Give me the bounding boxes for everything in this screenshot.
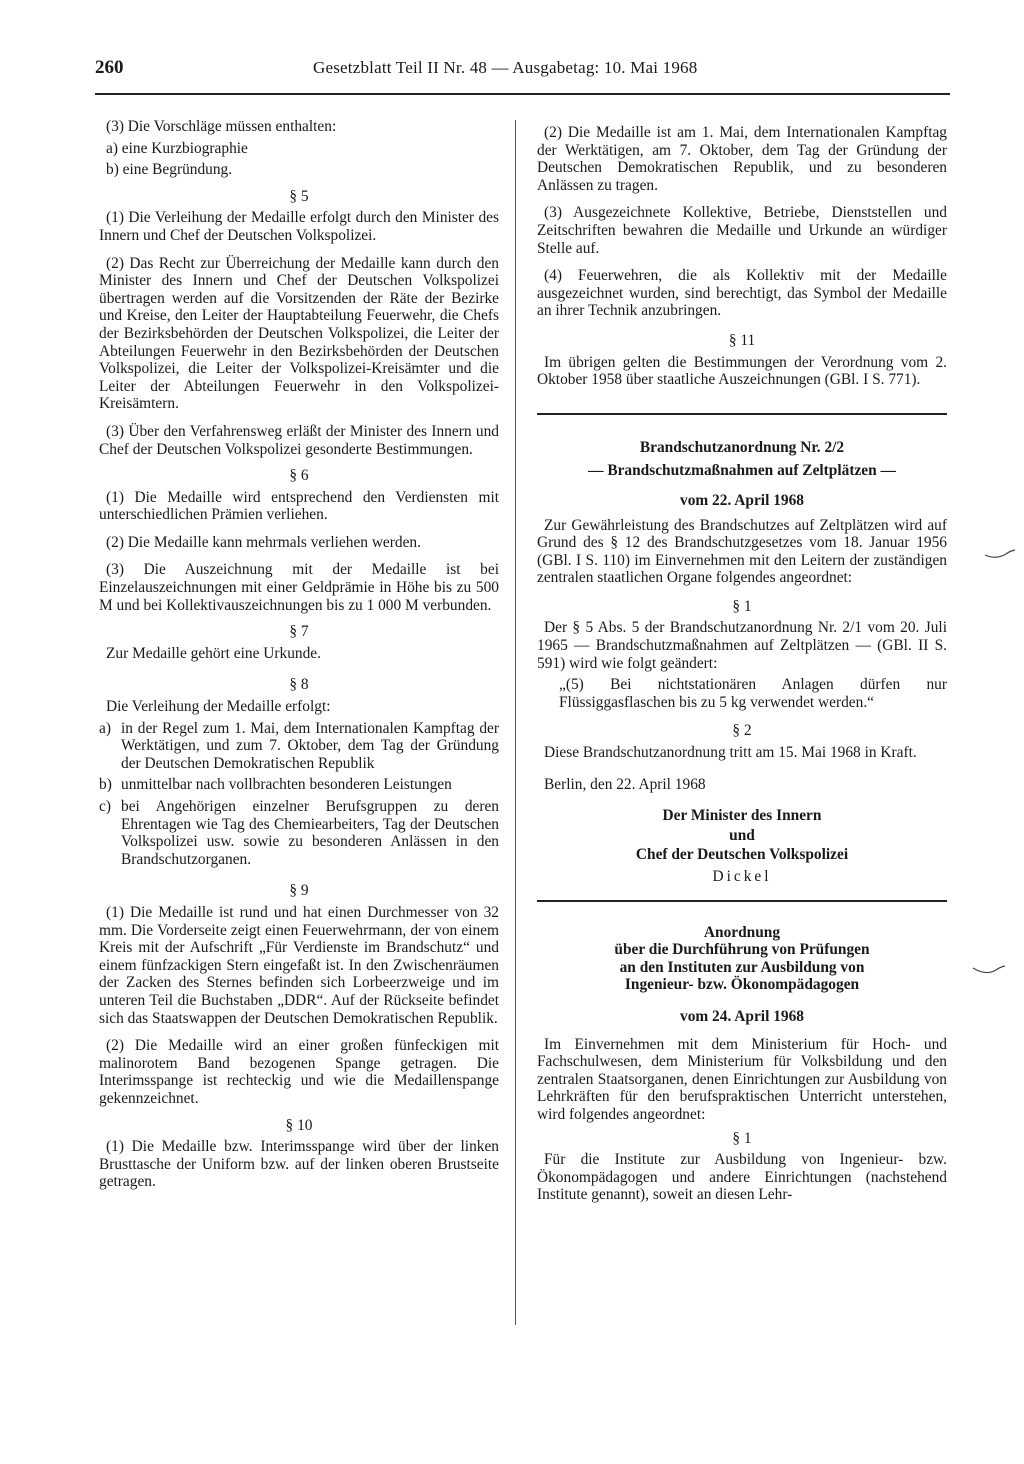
- list-item-b: b) eine Begründung.: [106, 161, 233, 179]
- bsa-signature-line-1: Der Minister des Innern: [662, 807, 822, 825]
- list-item: [99, 798, 499, 868]
- page-number: 260: [95, 57, 124, 78]
- section-heading-11: § 11: [728, 331, 756, 349]
- section-6-para-1: (1) Die Medaille wird entsprechend den Verdiensten mit unterschiedlichen Prämien verliehen.: [99, 488, 499, 524]
- list-item-label: c): [99, 798, 111, 815]
- section-6-para-3: (3) Die Auszeichnung mit der Medaille ist bei Einzelauszeichnungen mit einer Geldprämie in Höhe bis zu 500 M und bei Kollektivauszeichnungen bis zu 1 000 M verbunden.: [99, 561, 499, 614]
- section-9-para-2: (2) Die Medaille wird an einer großen fünfeckigen mit malinorotem Band bezogenen Spange getragen. Die Interimsspange ist rechteckig und wie die Medaillenspange gekennzeichnet.: [99, 1037, 499, 1107]
- section-9-para-1: (1) Die Medaille ist rund und hat einen Durchmesser von 32 mm. Die Vorderseite zeigt einen Feuerwehrmann, der von einem Kreis mit der Aufschrift „Für Verdienste im Brandschutz“ und einem fünfzackigen Stern eingefaßt ist. In den Zwischenräumen der Zacken des Sternes befinden sich Lorbeerzweige und im unteren Teil die Buchstaben „DDR“. Auf der Rückseite befindet sich das Staatswappen der Deutschen Demokratischen Republik.: [99, 903, 499, 1027]
- left-column: [99, 118, 499, 1191]
- anordnung-section-heading-1: § 1: [732, 1129, 752, 1147]
- page-header: [95, 57, 950, 97]
- section-heading-7: § 7: [289, 623, 309, 641]
- bsa-subtitle: — Brandschutzmaßnahmen auf Zeltplätzen —: [588, 462, 896, 480]
- list-item: [99, 720, 499, 773]
- anordnung-section-1-text: Für die Institute zur Ausbildung von Ingenieur- bzw. Ökonompädagogen und andere Einrichtungen (nachstehend Institute genannt), soweit an diesen Lehr-: [537, 1151, 947, 1204]
- section-10-para-2: (2) Die Medaille ist am 1. Mai, dem Internationalen Kampftag der Werktätigen, am 7. Oktober, dem Tag der Gründung der Deutschen Demokratischen Republik, und zu besonderen Anlässen zu tragen.: [537, 124, 947, 194]
- section-rule: [537, 413, 947, 415]
- header-rule: [95, 93, 950, 95]
- margin-mark: [972, 962, 1006, 976]
- bsa-intro: Zur Gewährleistung des Brandschutzes auf Zeltplätzen wird auf Grund des § 12 des Brandschutzgesetzes vom 18. Januar 1956 (GBl. I S. 110) im Einvernehmen mit den Leitern der zuständigen zentralen staatlichen Organe folgendes angeordnet:: [537, 516, 947, 587]
- section-heading-8: § 8: [289, 676, 309, 694]
- bsa-signature-line-3: Chef der Deutschen Volkspolizei: [635, 846, 849, 864]
- list-item-text: unmittelbar nach vollbrachten besonderen Leistungen: [121, 776, 452, 794]
- list-item-a: a) eine Kurzbiographie: [106, 139, 248, 157]
- section-heading-10: § 10: [285, 1116, 313, 1134]
- anordnung-title-3: an den Instituten zur Ausbildung von: [619, 958, 865, 976]
- section-heading-5: § 5: [289, 187, 309, 205]
- anordnung-title-1: Anordnung: [703, 923, 781, 941]
- margin-mark: [984, 548, 1016, 560]
- bsa-signature-name: Dickel: [712, 868, 772, 885]
- anordnung-title-2: über die Durchführung von Prüfungen: [614, 941, 870, 959]
- section-10-para-3: (3) Ausgezeichnete Kollektive, Betriebe, Dienststellen und Zeitschriften bewahren die Medaille und Urkunde an würdiger Stelle auf.: [537, 204, 947, 257]
- running-title: Gesetzblatt Teil II Nr. 48 — Ausgabetag: 10. Mai 1968: [313, 58, 698, 77]
- column-divider: [515, 120, 516, 1325]
- bsa-title: Brandschutzanordnung Nr. 2/2: [639, 438, 845, 456]
- paragraph-3: (3) Die Vorschläge müssen enthalten:: [106, 118, 337, 135]
- list-item-text: bei Angehörigen einzelner Berufsgruppen zu deren Ehrentagen wie Tag des Chemiearbeiters, Tag der Deutschen Volkspolizei usw. sowie zu besonderen Anlässen in den Brandschutzorganen.: [121, 798, 499, 868]
- list-item: [99, 776, 499, 794]
- anordnung-intro: Im Einvernehmen mit dem Ministerium für Hoch- und Fachschulwesen, dem Ministerium für Volksbildung und den zentralen Staatsorganen, denen Einrichtungen zur Ausbildung von Lehrkräften für den berufspraktischen Unterricht unterstehen, wird folgendes angeordnet:: [537, 1035, 947, 1123]
- right-column: [537, 124, 947, 1204]
- section-5-para-1: (1) Die Verleihung der Medaille erfolgt durch den Minister des Innern und Chef der Deutschen Volkspolizei.: [99, 209, 499, 244]
- section-5-para-2: (2) Das Recht zur Überreichung der Medaille kann durch den Minister des Innern und Chef der Deutschen Volkspolizei übertragen werden auf die Vorsitzenden der Räte der Bezirke und Kreise, den Leiter der Hauptabteilung Feuerwehr, die Chefs der Bezirksbehörden der Deutschen Volkspolizei, die Leiter der Abteilungen Feuerwehr in den Bezirksbehörden der Deutschen Volkspolizei, die Leiter der Volkspolizei-Kreisämter und die Leiter der Abteilungen Feuerwehr in den Volkspolizei-Kreisämtern.: [99, 254, 499, 413]
- section-10-para-1: (1) Die Medaille bzw. Interimsspange wird über der linken Brusttasche der Uniform bzw. auf der linken oberen Brustseite getragen.: [99, 1138, 499, 1191]
- list-item-label: a): [99, 719, 111, 737]
- section-rule: [537, 900, 947, 902]
- section-10-para-4: (4) Feuerwehren, die als Kollektiv mit der Medaille ausgezeichnet wurden, sind berechtigt, das Symbol der Medaille an ihrer Technik anzubringen.: [537, 267, 947, 320]
- section-7-para-1: Zur Medaille gehört eine Urkunde.: [106, 644, 321, 662]
- section-8-intro: Die Verleihung der Medaille erfolgt:: [106, 698, 331, 716]
- list-item-label: b): [99, 776, 112, 794]
- anordnung-date: vom 24. April 1968: [680, 1007, 804, 1025]
- section-11-para-1: Im übrigen gelten die Bestimmungen der Verordnung vom 2. Oktober 1958 über staatliche Auszeichnungen (GBl. I S. 771).: [537, 353, 947, 389]
- bsa-place-date: Berlin, den 22. April 1968: [544, 775, 706, 793]
- bsa-signature-line-2: und: [729, 826, 755, 844]
- bsa-date: vom 22. April 1968: [680, 491, 804, 509]
- section-heading-9: § 9: [289, 882, 309, 900]
- bsa-section-1-quote: „(5) Bei nichtstationären Anlagen dürfen nur Flüssiggasflaschen bis zu 5 kg verwendet werden.“: [559, 676, 947, 711]
- bsa-section-heading-2: § 2: [732, 722, 752, 740]
- section-6-para-2: (2) Die Medaille kann mehrmals verliehen werden.: [106, 533, 421, 551]
- bsa-section-2-text: Diese Brandschutzanordnung tritt am 15. Mai 1968 in Kraft.: [544, 744, 917, 762]
- anordnung-title-4: Ingenieur- bzw. Ökonompädagogen: [624, 976, 860, 994]
- section-heading-6: § 6: [289, 467, 309, 485]
- bsa-section-heading-1: § 1: [732, 597, 752, 615]
- bsa-section-1-text: Der § 5 Abs. 5 der Brandschutzanordnung Nr. 2/1 vom 20. Juli 1965 — Brandschutzmaßnahmen auf Zeltplätzen — (GBl. II S. 591) wird wie folgt geändert:: [537, 619, 947, 672]
- section-5-para-3: (3) Über den Verfahrensweg erläßt der Minister des Innern und Chef der Deutschen Volkspolizei gesonderte Bestimmungen.: [99, 422, 499, 458]
- list-item-text: in der Regel zum 1. Mai, dem Internationalen Kampftag der Werktätigen, und zum 7. Oktober, dem Tag der Gründung der Deutschen Demokratischen Republik: [121, 719, 499, 772]
